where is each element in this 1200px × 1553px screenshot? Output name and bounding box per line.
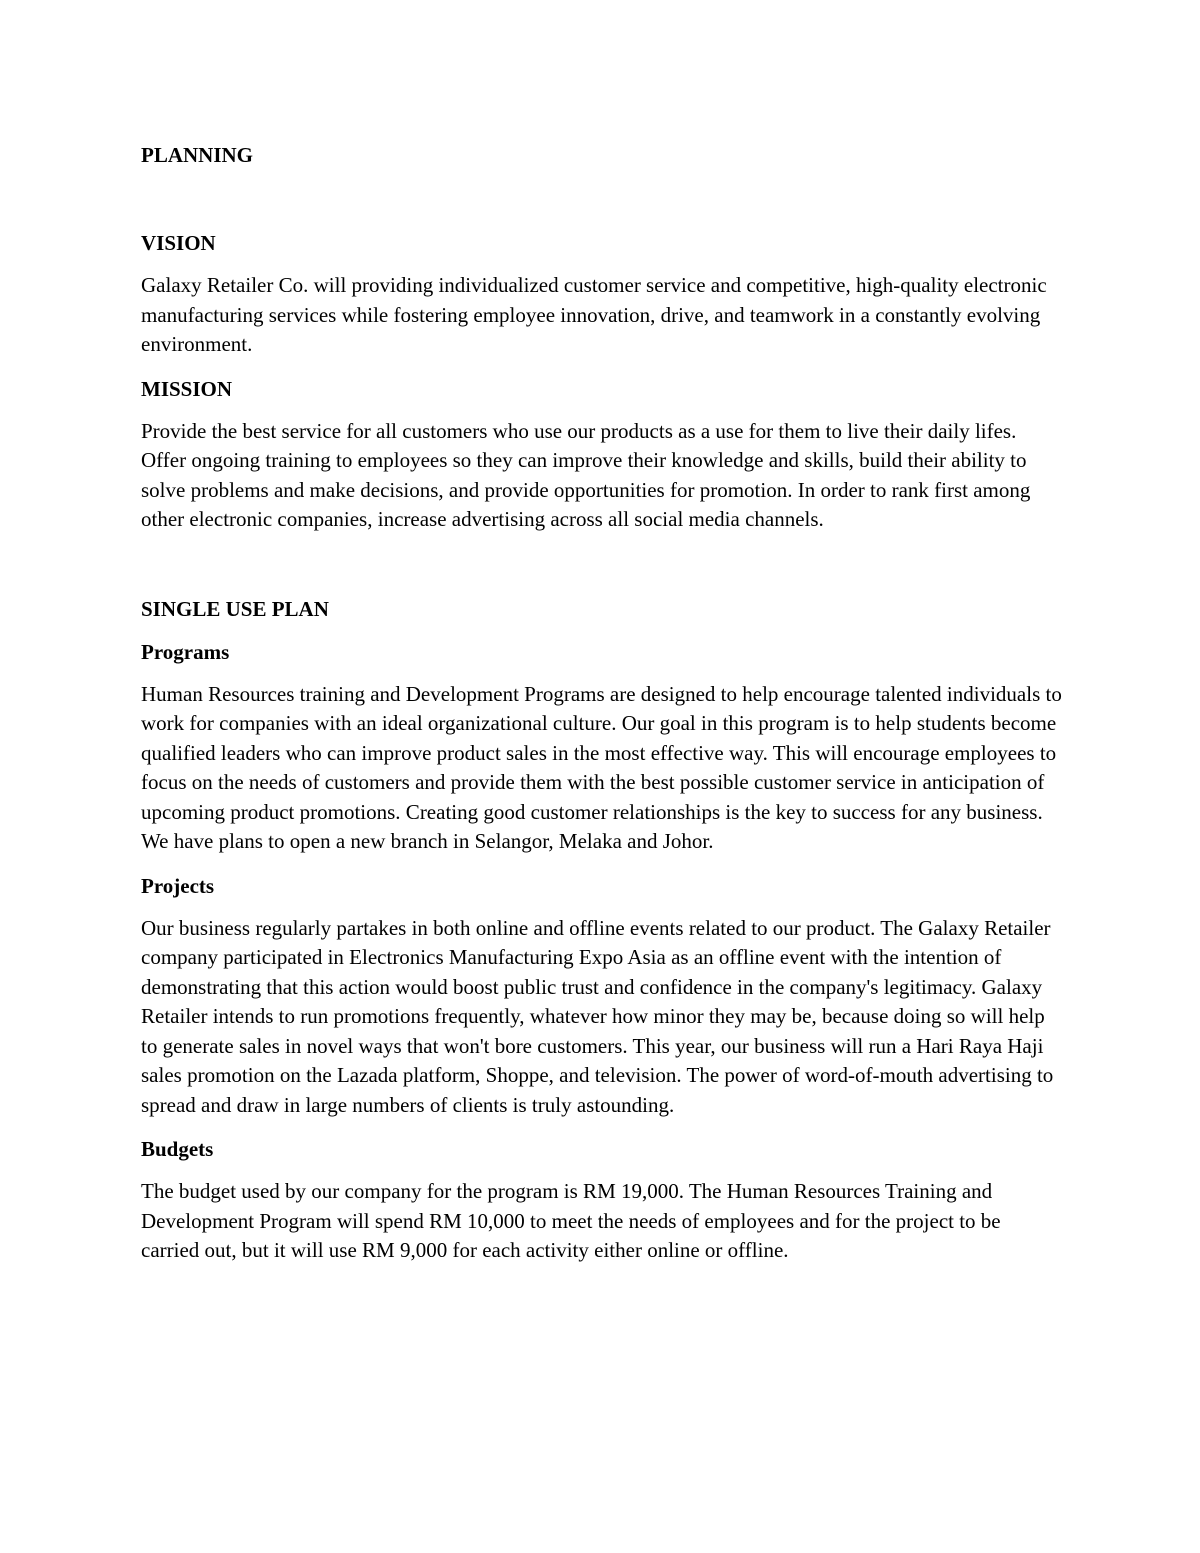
projects-heading: Projects xyxy=(141,873,215,898)
vision-section xyxy=(141,228,1063,360)
mission-text: Provide the best service for all customers who use our products as a use for them to live their daily lifes. Offer ongoing training to employees so they can improve their knowledge and skills, build their ability to solve problems and make decisions, and provide opportunities for promotion. In order to rank first among other electronic companies, increase advertising across all social media channels. xyxy=(141,418,1031,531)
single-use-plan-heading: SINGLE USE PLAN xyxy=(141,596,329,621)
projects-text: Our business regularly partakes in both online and offline events related to our product. The Galaxy Retailer company participated in Electronics Manufacturing Expo Asia as an offline event with the intention of demonstrating that this action would boost public trust and confidence in the company's legitimacy. Galaxy Retailer intends to run promotions frequently, whatever how minor they may be, because doing so will help to generate sales in novel ways that won't bore customers. This year, our business will run a Hari Raya Haji sales promotion on the Lazada platform, Shoppe, and television. The power of word-of-mouth advertising to spread and draw in large numbers of clients is truly astounding. xyxy=(141,915,1054,1117)
budgets-text: The budget used by our company for the program is RM 19,000. The Human Resources Training and Development Program will spend RM 10,000 to meet the needs of employees and for the project to be carried out, but it will use RM 9,000 for each activity either online or offline. xyxy=(141,1179,1001,1262)
budgets-heading: Budgets xyxy=(141,1137,214,1161)
mission-section xyxy=(141,374,1063,535)
programs-subsection xyxy=(141,637,1063,857)
document-content xyxy=(141,140,1063,1266)
projects-subsection xyxy=(141,871,1063,1121)
programs-text: Human Resources training and Development Programs are designed to help encourage talented individuals to work for companies with an ideal organizational culture. Our goal in this program is to help students become qualified leaders who can improve product sales in the most effective way. This will encourage employees to focus on the needs of customers and provide them with the best possible customer service in anticipation of upcoming product promotions. Creating good customer relationships is the key to success for any business. We have plans to open a new branch in Selangor, Melaka and Johor. xyxy=(141,681,1062,853)
mission-heading: MISSION xyxy=(141,376,233,401)
budgets-subsection xyxy=(141,1134,1063,1266)
single-use-plan-section xyxy=(141,594,1063,1266)
programs-heading: Programs xyxy=(141,639,230,664)
vision-text: Galaxy Retailer Co. will providing individualized customer service and competitive, high-quality electronic manufacturing services while fostering employee innovation, drive, and teamwork in a constantly evolving environment. xyxy=(141,273,1047,356)
page-title: PLANNING xyxy=(141,143,254,167)
vision-heading: VISION xyxy=(141,231,216,255)
